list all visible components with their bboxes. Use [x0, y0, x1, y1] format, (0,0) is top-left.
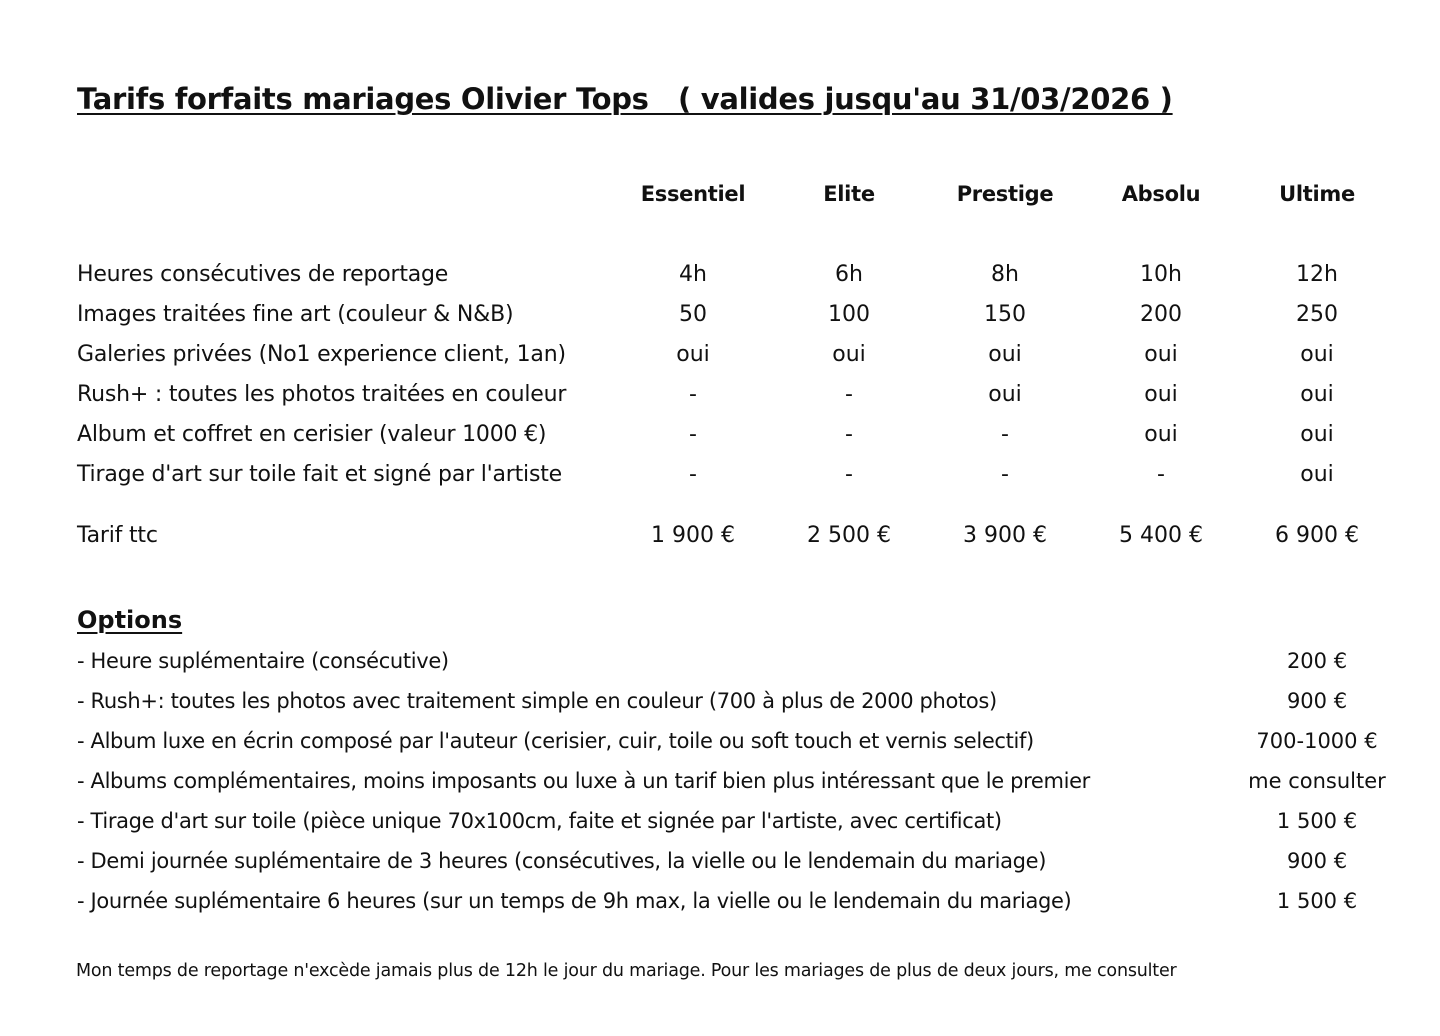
option-item [0, 801, 1440, 841]
table-cell: - [845, 462, 853, 487]
option-item [0, 881, 1440, 921]
option-price: me consulter [1248, 769, 1386, 793]
option-price: 1 500 € [1276, 809, 1358, 833]
page-title: Tarifs forfaits mariages Olivier Tops ( valides jusqu'au 31/03/2026 ) [77, 82, 1173, 116]
price-cell: 5 400 € [1119, 523, 1203, 548]
table-cell: 8h [991, 262, 1019, 287]
table-cell: oui [1144, 342, 1178, 367]
row-label: Images traitées fine art (couleur & N&B) [77, 302, 514, 327]
package-header-prestige: Prestige [956, 182, 1054, 206]
price-cell: 1 900 € [651, 523, 735, 548]
table-cell: oui [988, 342, 1022, 367]
options-heading: Options [77, 606, 183, 634]
table-cell: oui [1144, 422, 1178, 447]
option-price: 700-1000 € [1256, 729, 1378, 753]
option-price: 900 € [1286, 849, 1348, 873]
option-item [0, 681, 1440, 721]
table-cell: oui [1300, 342, 1334, 367]
row-label: Album et coffret en cerisier (valeur 1000 €) [77, 422, 547, 447]
option-label: - Demi journée suplémentaire de 3 heures (consécutives, la vielle ou le lendemain du mariage) [77, 849, 1047, 873]
table-cell: 150 [984, 302, 1026, 327]
option-item [0, 641, 1440, 681]
table-cell: 10h [1140, 262, 1182, 287]
option-price: 200 € [1286, 649, 1348, 673]
table-cell: oui [1144, 382, 1178, 407]
option-label: - Rush+: toutes les photos avec traitement simple en couleur (700 à plus de 2000 photos) [77, 689, 997, 713]
table-row-hours [0, 254, 1440, 294]
row-label: Tirage d'art sur toile fait et signé par l'artiste [77, 462, 562, 487]
table-cell: oui [1300, 422, 1334, 447]
table-row-rush [0, 374, 1440, 414]
table-cell: 200 [1140, 302, 1182, 327]
row-label: Galeries privées (No1 experience client, 1an) [77, 342, 566, 367]
table-cell: 6h [835, 262, 863, 287]
option-label: - Tirage d'art sur toile (pièce unique 70x100cm, faite et signée par l'artiste, avec certificat) [77, 809, 1002, 833]
table-cell: oui [1300, 462, 1334, 487]
table-row-price [0, 515, 1440, 555]
option-item [0, 841, 1440, 881]
table-cell: - [845, 382, 853, 407]
price-row-label: Tarif ttc [77, 523, 158, 548]
option-item [0, 761, 1440, 801]
table-cell: oui [832, 342, 866, 367]
table-row-album [0, 414, 1440, 454]
table-cell: 50 [679, 302, 707, 327]
table-cell: - [689, 422, 697, 447]
table-cell: oui [988, 382, 1022, 407]
option-item [0, 721, 1440, 761]
row-label: Rush+ : toutes les photos traitées en couleur [77, 382, 567, 407]
option-price: 1 500 € [1276, 889, 1358, 913]
table-cell: 12h [1296, 262, 1338, 287]
package-header-essentiel: Essentiel [640, 182, 746, 206]
table-cell: 100 [828, 302, 870, 327]
option-price: 900 € [1286, 689, 1348, 713]
table-cell: 4h [679, 262, 707, 287]
table-cell: - [1001, 462, 1009, 487]
footnote: Mon temps de reportage n'excède jamais plus de 12h le jour du mariage. Pour les mariages de plus de deux jours, me consulter [76, 961, 1177, 981]
package-header-elite: Elite [823, 182, 875, 206]
table-cell: - [845, 422, 853, 447]
table-cell: oui [676, 342, 710, 367]
option-label: - Album luxe en écrin composé par l'auteur (cerisier, cuir, toile ou soft touch et vernis selectif) [77, 729, 1034, 753]
table-cell: - [689, 382, 697, 407]
price-cell: 2 500 € [807, 523, 891, 548]
table-row-images [0, 294, 1440, 334]
table-cell: - [1157, 462, 1165, 487]
table-cell: oui [1300, 382, 1334, 407]
option-label: - Journée suplémentaire 6 heures (sur un temps de 9h max, la vielle ou le lendemain du mariage) [77, 889, 1072, 913]
table-cell: - [1001, 422, 1009, 447]
price-cell: 3 900 € [963, 523, 1047, 548]
table-row-galleries [0, 334, 1440, 374]
option-label: - Albums complémentaires, moins imposants ou luxe à un tarif bien plus intéressant que le premier [77, 769, 1090, 793]
option-label: - Heure suplémentaire (consécutive) [77, 649, 449, 673]
price-cell: 6 900 € [1275, 523, 1359, 548]
table-cell: 250 [1296, 302, 1338, 327]
row-label: Heures consécutives de reportage [77, 262, 449, 287]
package-header-absolu: Absolu [1121, 182, 1201, 206]
table-cell: - [689, 462, 697, 487]
table-row-art-print [0, 454, 1440, 494]
package-header-ultime: Ultime [1279, 182, 1355, 206]
